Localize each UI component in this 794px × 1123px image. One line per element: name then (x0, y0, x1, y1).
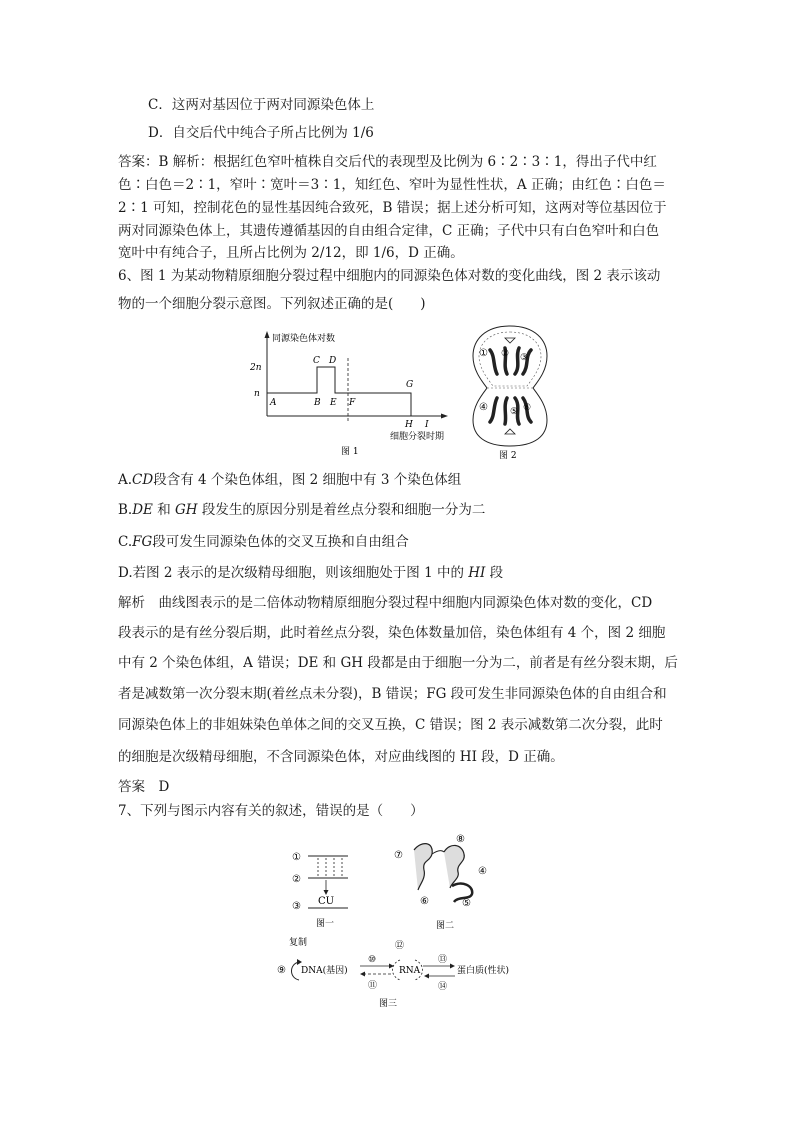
fig-three-label-9: ⑨ (277, 965, 286, 976)
fig-two-label-7: ⑦ (394, 850, 403, 861)
option-d-prefix: D.若图 2 表示的是次级精母细胞，则该细胞处于图 1 中的 (118, 565, 469, 581)
peptide-chain (432, 851, 444, 854)
y-axis-arrow (265, 331, 270, 338)
figure-one (288, 846, 368, 934)
fig2-label-4: ④ (479, 402, 488, 413)
chromosome-6 (505, 398, 507, 424)
trna-left (414, 844, 432, 890)
figure-two (392, 828, 502, 932)
fig-three-label-12: ⑫ (395, 941, 405, 951)
label-e: E (330, 398, 337, 408)
fig2-label-1: ① (479, 348, 488, 359)
protein-node: 蛋白质(性状) (457, 966, 510, 976)
replication-label: 复制 (289, 938, 308, 948)
fig2-label-6: ⑥ (523, 403, 532, 413)
fig-one-product: CU (318, 896, 335, 907)
option-a-prefix: A. (118, 472, 133, 488)
q6-stem-line-1: 6、图 1 为某动物精原细胞分裂过程中细胞内的同源染色体对数的变化曲线，图 2 表示该动 (118, 268, 661, 284)
fig-one-label-3: ③ (292, 901, 301, 912)
fig-one-label-2: ② (292, 874, 301, 885)
fig-three-label-14: ⑭ (438, 982, 448, 992)
translation-arrowhead (450, 964, 455, 969)
tick-n: n (254, 389, 260, 399)
option-d-code: HI (468, 565, 486, 581)
trna-right (444, 845, 464, 888)
option-c-prefix: C. (118, 534, 133, 550)
figure1-chart (245, 328, 455, 458)
q6-option-b (118, 501, 485, 519)
label-h: H (405, 420, 413, 430)
option-b-mid: 和 (157, 502, 175, 518)
option-b-prefix: B. (118, 502, 133, 518)
option-a-text: 段含有 4 个染色体组，图 2 细胞中有 3 个染色体组 (153, 472, 462, 488)
option-d: D．自交后代中纯合子所占比例为 1/6 (148, 125, 374, 141)
tick-2n: 2n (250, 363, 262, 373)
option-d-text: 段 (485, 565, 504, 581)
q6-analysis-line-1: 解析 曲线图表示的是二倍体动物精原细胞分裂过程中细胞内同源染色体对数的变化，CD (118, 595, 653, 611)
figure-three-caption: 图三 (379, 999, 398, 1009)
option-c: C．这两对基因位于两对同源染色体上 (148, 97, 375, 113)
fig-three-label-11: ⑪ (368, 981, 378, 991)
q7-stem: 7、下列与图示内容有关的叙述，错误的是（ ） (118, 803, 424, 819)
label-i: I (425, 420, 429, 430)
q6-option-a (118, 471, 461, 489)
down-arrowhead (324, 890, 329, 895)
option-c-text: 段可发生同源染色体的交叉互换和自由组合 (152, 534, 409, 550)
option-c-code: FG (132, 534, 153, 550)
rna-node: RNA (399, 966, 421, 976)
q6-option-c (118, 533, 409, 551)
figure-two-caption: 图二 (436, 921, 455, 931)
fig-two-label-5: ⑤ (462, 898, 471, 909)
q5-answer-line-5: 宽叶中有纯合子，且所占比例为 2/12，即 1/6，D 正确。 (118, 245, 464, 261)
fig-two-label-4: ④ (478, 866, 487, 877)
figure-three (275, 934, 545, 1010)
figure-one-caption: 图一 (316, 919, 335, 929)
x-axis-label: 细胞分裂时期 (390, 432, 445, 442)
option-b-code: DE (132, 502, 153, 518)
q5-answer-line-1: 答案：B 解析：根据红色窄叶植株自交后代的表现型及比例为 6∶2∶3∶1，得出子代中红 (118, 154, 657, 170)
q6-option-d (118, 564, 503, 582)
figure2-cell (465, 322, 555, 460)
replication-loop-arrowhead (297, 959, 302, 965)
fig-three-label-10: ⑩ (368, 955, 377, 965)
fig-two-label-6: ⑥ (420, 896, 429, 907)
option-a-code: CD (132, 472, 154, 488)
fig-two-label-8: ⑧ (456, 834, 465, 845)
label-g: G (406, 380, 414, 390)
q6-answer: 答案 D (118, 779, 170, 795)
x-axis-arrow (441, 414, 448, 419)
replication-loop (292, 962, 300, 980)
label-d: D (329, 356, 337, 366)
dna-node: DNA(基因) (301, 966, 348, 976)
q5-answer-line-2: 色∶白色＝2∶1，窄叶∶宽叶＝3∶1，知红色、窄叶为显性性状，A 正确；由红色∶白色＝ (118, 177, 666, 193)
label-b: B (314, 398, 321, 408)
option-b-code2: GH (175, 502, 198, 518)
q6-analysis-line-5: 同源染色体上的非姐妹染色单体之间的交叉互换，C 错误；图 2 表示减数第二次分裂，此时 (118, 717, 663, 733)
q6-analysis-line-2: 段表示的是有丝分裂后期，此时着丝点分裂，染色体数量加倍，染色体组有 4 个，图 2 细胞 (118, 625, 666, 641)
label-f: F (349, 398, 356, 408)
y-axis-label: 同源染色体对数 (272, 334, 336, 344)
cell-membrane (473, 326, 547, 446)
fig2-label-5: ⑤ (510, 407, 519, 417)
q5-answer-line-3: 2∶1 可知，控制花色的显性基因纯合致死，B 错误；据上述分析可知，这两对等位基因位于 (118, 200, 667, 216)
q6-analysis-line-3: 中有 2 个染色体组，A 错误；DE 和 GH 段都是由于细胞一分为二，前者是有丝分裂末期，后 (118, 655, 678, 671)
fig-one-label-1: ① (292, 852, 301, 863)
option-b-text: 段发生的原因分别是着丝点分裂和细胞一分为二 (201, 502, 486, 518)
fig2-label-3: ③ (520, 353, 529, 363)
fig2-label-2: ② (501, 349, 510, 359)
fig-three-label-13: ⑬ (438, 955, 448, 965)
figure1-caption: 图 1 (341, 447, 359, 457)
q6-stem-line-2: 物的一个细胞分裂示意图。下列叙述正确的是( ) (118, 296, 426, 312)
q5-answer-line-4: 两对同源染色体上，其遗传遵循基因的自由组合定律，C 正确；子代中只有白色窄叶和白色 (118, 223, 660, 239)
homolog-pairs-curve (267, 367, 414, 416)
label-a: A (270, 398, 277, 408)
q6-analysis-line-4: 者是减数第一次分裂末期(着丝点未分裂)，B 错误；FG 段可发生非同源染色体的自由组合和 (118, 686, 667, 702)
reverse-transcription-arrowhead (360, 972, 365, 977)
figure2-caption: 图 2 (499, 451, 517, 460)
label-c: C (313, 356, 320, 366)
q6-analysis-line-6: 的细胞是次级精母细胞，不含同源染色体，对应曲线图的 HI 段，D 正确。 (118, 749, 564, 765)
protein-feedback-arrowhead (424, 974, 429, 979)
